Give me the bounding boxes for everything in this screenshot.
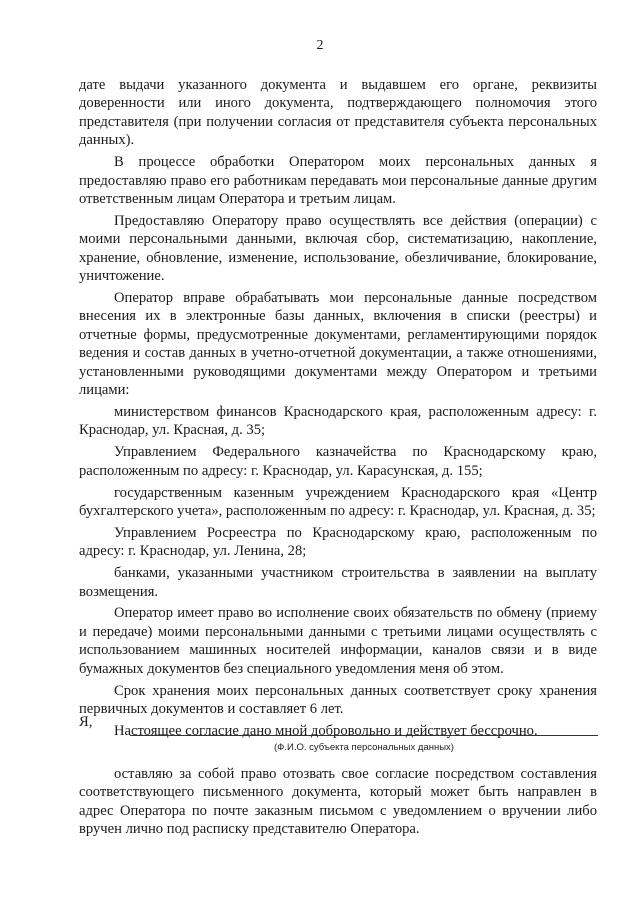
paragraph-exchange: Оператор имеет право во исполнение своих обязательств по обмену (приему и передаче) моими персональными данными с третьими лицами осуществлять с использованием машинных носителей информации, каналов связи и в виде бумажных документов без специального уведомления меня об этом. <box>79 605 597 677</box>
paragraph-operations: Предоставляю Оператору право осуществлять все действия (операции) с моими персональными данными, включая сбор, систематизацию, накопление, хранение, обновление, изменение, использование, обезличивание, блокирование, уничтожение. <box>79 212 597 285</box>
closing-block <box>79 765 597 839</box>
consent-body <box>79 76 597 740</box>
paragraph-continuation: дате выдачи указанного документа и выдавшем его органе, реквизиты доверенности или иного документа, подтверждающего полномочия этого представителя (при получении согласия от представителя субъекта персональных данных). <box>79 77 597 149</box>
paragraph-voluntary: Настоящее согласие дано мной добровольно и действует бессрочно. <box>114 722 538 739</box>
signature-caption: (Ф.И.О. субъекта персональных данных) <box>274 742 454 753</box>
signature-name-line <box>130 735 598 736</box>
recipient-accounting-center: государственным казенным учреждением Краснодарского края «Центр бухгалтерского учета», расположенным по адресу: г. Краснодар, ул. Красная, д. 35; <box>79 484 597 519</box>
recipient-rosreestr: Управлением Росреестра по Краснодарскому краю, расположенным по адресу: г. Краснодар, ул. Ленина, 28; <box>79 524 597 560</box>
paragraph-processing: Оператор вправе обрабатывать мои персональные данные посредством внесения их в электронные базы данных, включения в списки (реестры) и отчетные формы, предусмотренные документами, регламентирующими порядок ведения и состав данных в учетно-отчетной документации, а также отношениями, установленными руководящими документами между Оператором и третьими лицами: <box>79 289 597 398</box>
signature-prefix: Я, <box>79 714 93 730</box>
paragraph-transfer-right: В процессе обработки Оператором моих персональных данных я предоставляю право его работникам передавать мои персональные данные другим ответственным лицам Оператора и третьим лицам. <box>79 154 597 207</box>
paragraph-retention: Срок хранения моих персональных данных соответствует сроку хранения первичных документов и составляет 6 лет. <box>79 682 597 717</box>
recipient-treasury: Управлением Федерального казначейства по Краснодарскому краю, расположенным по адресу: г. Краснодар, ул. Карасунская, д. 155; <box>79 444 597 479</box>
page-number: 2 <box>316 38 324 53</box>
paragraph-withdrawal: оставляю за собой право отозвать свое согласие посредством составления соответствующего письменного документа, который может быть направлен в адрес Оператора по почте заказным письмом с уведомлением о вручении либо вручен лично под расписку представителю Оператора. <box>79 766 597 838</box>
recipient-ministry-finance: министерством финансов Краснодарского края, расположенным адресу: г. Краснодар, ул. Красная, д. 35; <box>79 403 597 439</box>
recipient-banks: банками, указанными участником строительства в заявлении на выплату возмещения. <box>79 565 597 600</box>
